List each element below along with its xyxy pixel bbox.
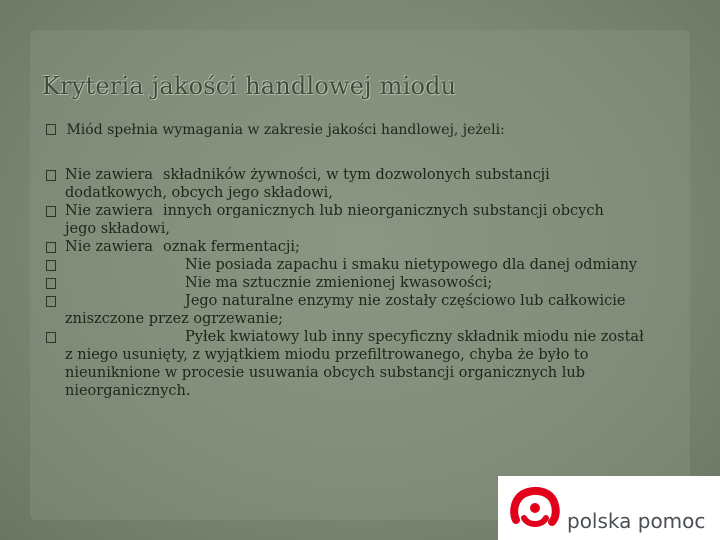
item-text: innych organicznych lub nieorganicznych substancji obcych: [163, 203, 604, 219]
item-text: Nie ma sztucznie zmienionej kwasowości;: [185, 275, 493, 291]
list-item: [46, 328, 686, 400]
list-item: [46, 166, 686, 202]
logo-text: polska pomoc: [567, 509, 706, 533]
intro-line: [46, 122, 505, 138]
bullet-icon: [46, 124, 56, 135]
item-continuation: z niego usunięty, z wyjątkiem miodu przefiltrowanego, chyba że było to nieuniknione w procesie usuwania obcych substancji organicznych lub nieorganicznych.: [65, 347, 589, 399]
item-text: składników żywności, w tym dozwolonych substancji: [163, 167, 550, 183]
list-item: [46, 292, 686, 328]
item-text: Jego naturalne enzymy nie zostały częściowo lub całkowicie: [185, 293, 626, 309]
bullet-icon: [46, 296, 56, 307]
slide-title: Kryteria jakości handlowej miodu: [42, 72, 457, 100]
item-lead: Nie zawiera: [65, 239, 154, 255]
item-text: Nie posiada zapachu i smaku nietypowego dla danej odmiany: [185, 257, 638, 273]
bullet-icon: [46, 242, 56, 253]
bullet-icon: [46, 332, 56, 343]
list-item: [46, 274, 686, 292]
bullet-icon: [46, 260, 56, 271]
item-text: Pyłek kwiatowy lub inny specyficzny składnik miodu nie został: [185, 329, 644, 345]
list-item: [46, 202, 686, 238]
item-lead: Nie zawiera: [65, 167, 154, 183]
bullet-icon: [46, 278, 56, 289]
item-lead: Nie zawiera: [65, 203, 154, 219]
bullet-icon: [46, 206, 56, 217]
item-text: oznak fermentacji;: [163, 239, 300, 255]
item-continuation: zniszczone przez ogrzewanie;: [65, 311, 284, 327]
list-item: [46, 238, 686, 256]
bullet-icon: [46, 170, 56, 181]
polska-pomoc-mark-icon: [508, 484, 562, 532]
criteria-list: [46, 166, 686, 400]
list-item: [46, 256, 686, 274]
intro-text: Miód spełnia wymagania w zakresie jakości handlowej, jeżeli:: [66, 122, 505, 138]
polska-pomoc-logo: [498, 476, 720, 540]
item-continuation: jego składowi,: [65, 221, 170, 237]
item-continuation: dodatkowych, obcych jego składowi,: [65, 185, 333, 201]
